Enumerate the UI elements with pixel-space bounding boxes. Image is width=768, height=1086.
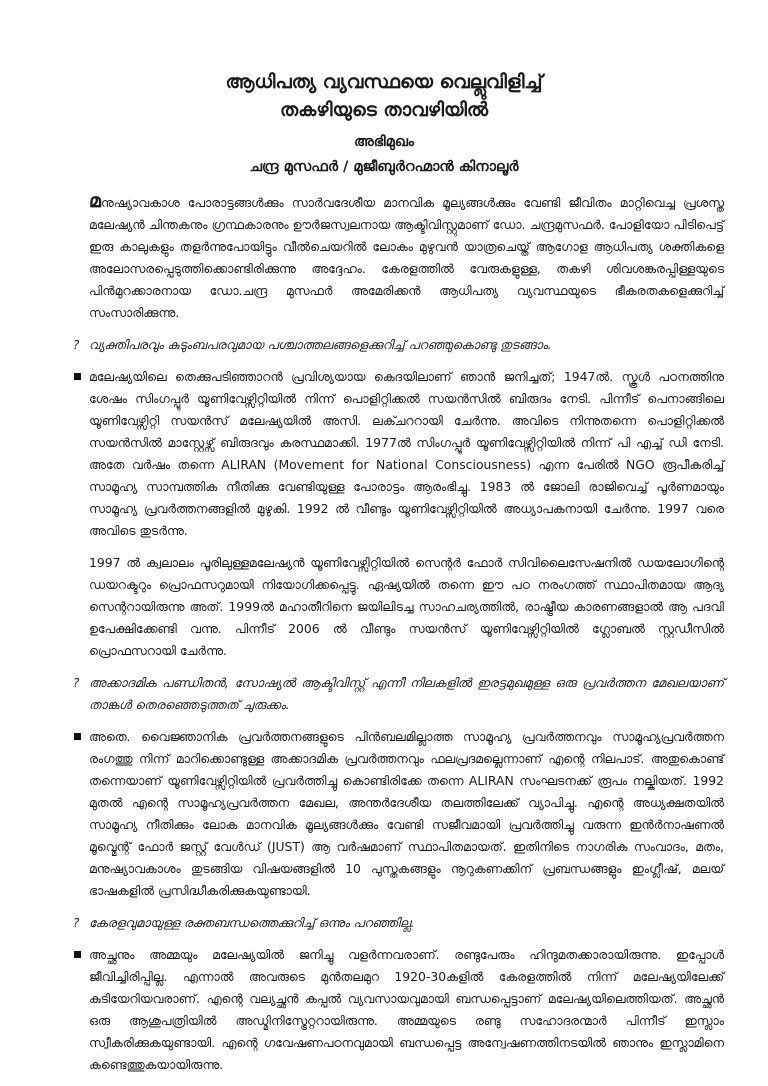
- answer-3: [74, 944, 724, 1076]
- answer-text: അച്ഛനും അമ്മയും മലേഷ്യയിൽ ജനിച്ചു വളർന്നവരാണ്. രണ്ടുപേരും ഹിന്ദുമതക്കാരായിരുന്നു. ഇപ്പോൾ ജീവിച്ചിരിപ്പില്ല. എന്നാൽ അവരുടെ മുൻതലമുറ 1920-30കളിൽ കേരളത്തിൽ നിന്ന് മലേഷ്യയിലേക്ക് കുടിയേറിയവരാണ്. എന്റെ വല്യച്ഛൻ കപ്പൽ വ്യവസായവുമായി ബന്ധപ്പെട്ടാണ് മലേഷ്യയിലെത്തിയത്. അച്ഛൻ ഒരു ആശുപത്രിയിൽ അഡ്മിനിസ്ട്രേറ്ററായിരുന്നു. അമ്മയുടെ രണ്ടു സഹോദരന്മാർ പിന്നീട് ഇസ്ലാം സ്വീകരിക്കുകയുണ്ടായി. എന്റെ ഗവേഷണപഠനവുമായി ബന്ധപ്പെട്ട അന്വേഷണത്തിനടയിൽ ഞാനും ഇസ്ലാമിനെ കണ്ടെത്തുകയായിരുന്നു.: [89, 947, 724, 1072]
- answer-1: [74, 366, 724, 542]
- article-authors: ചന്ദ്ര മുസഫർ / മുജീബുർറഹ്മാൻ കിനാലൂർ: [249, 159, 519, 175]
- title-line-2: തകഴിയുടെ താവഴിയിൽ: [279, 99, 488, 121]
- question-3: [74, 912, 724, 934]
- intro-paragraph: [89, 190, 724, 324]
- question-text: വ്യക്തിപരവും കുടുംബപരവുമായ പശ്ചാത്തലങ്ങളെക്കുറിച്ച് പറഞ്ഞുകൊണ്ടു തുടങ്ങാം.: [89, 337, 552, 352]
- answer-1-continuation: 1997 ൽ ക്വലാലം പൂരിലുള്ളമലേഷ്യൻ യൂണിവേഴ്സിറ്റിയിൽ സെന്റർ ഫോർ സിവിലൈസേഷനിൽ ഡയലോഗിന്റെ ഡയറക്ടറും പ്രൊഫസറുമായി നിയോഗിക്കപ്പെട്ടു. ഏഷ്യയിൽ തന്നെ ഈ പഠ നരംഗത്ത് സ്ഥാപിതമായ ആദ്യ സെന്ററായിരുന്നു അത്. 1999ൽ മഹാതീറിനെ ജയിലിടച്ച സാഹചര്യത്തിൽ, രാഷ്ട്രീയ കാരണങ്ങളാൽ ആ പദവി ഉപേക്ഷിക്കേണ്ടി വന്നു. പിന്നീട് 2006 ൽ വീണ്ടും സയൻസ് യൂണിവേഴ്സിറ്റിയിൽ ഗ്ലോബൽ സ്റ്റഡീസിൽ പ്രൊഫസറായി ചേർന്നു.: [89, 555, 724, 658]
- question-1: [74, 334, 724, 356]
- question-marker: ?: [73, 916, 80, 930]
- answer-bullet-icon: [74, 733, 81, 740]
- question-text: അക്കാദമിക പണ്ഡിതൻ, സോഷ്യൽ ആക്ടിവിസ്റ്റ് എന്നീ നിലകളിൽ ഇരട്ടമുഖമുള്ള ഒരു പ്രവർത്തന മേഖലയാണ് താങ്കൾ തെരഞ്ഞെടുത്തത് ചുരുക്കം.: [89, 675, 724, 712]
- article-body: [74, 190, 724, 1086]
- article-title: [0, 68, 768, 124]
- answer-bullet-icon: [74, 373, 81, 380]
- question-marker: ?: [73, 338, 80, 352]
- answer-bullet-icon: [74, 951, 81, 958]
- question-text: കേരളവുമായുള്ള രക്തബന്ധത്തെക്കുറിച്ച് ഒന്നും പറഞ്ഞില്ല.: [89, 915, 415, 930]
- intro-text: നുഷ്യാവകാശ പോരാട്ടങ്ങൾക്കും സാർവദേശീയ മാനവിക മൂല്യങ്ങൾക്കും വേണ്ടി ജീവിതം മാറ്റിവെച്ച പ്രശസ്ത മലേഷ്യൻ ചിന്തകനും ഗ്രന്ഥകാരനും ഊർജസ്വലനായ ആക്ടിവിസ്റ്റുമാണ് ഡോ. ചന്ദ്രമുസഫർ. പോളിയോ പിടിപെട്ട് ഇരു കാലുകളും തളർന്നുപോയിട്ടും വീൽചെയറിൽ ലോകം മുഴുവൻ യാത്രചെയ്ത് ആഗോള ആധിപത്യ ശക്തികളെ അലോസരപ്പെടുത്തിക്കൊണ്ടിരിക്കുന്നു അദ്ദേഹം. കേരളത്തിൽ വേരുകളുള്ള, തകഴി ശിവശങ്കരപ്പിള്ളയുടെ പിൻമുറക്കാരനായ ഡോ.ചന്ദ്ര മുസഫർ അമേരിക്കൻ ആധിപത്യ വ്യവസ്ഥയുടെ ഭീകരതകളെക്കുറിച്ച് സംസാരിക്കുന്നു.: [89, 195, 724, 320]
- answer-2: [74, 726, 724, 902]
- answer-text: അതെ. വൈജ്ഞാനിക പ്രവർത്തനങ്ങളുടെ പിൻബലമില്ലാത്ത സാമൂഹ്യ പ്രവർത്തനവും സാമൂഹ്യപ്രവർത്തന രംഗത്തു നിന്ന് മാറിക്കൊണ്ടുള്ള അക്കാദമിക പ്രവർത്തനവും ഫലപ്രദമല്ലെന്നാണ് എന്റെ നിലപാട്. അതുകൊണ്ട് തന്നെയാണ് യൂണിവേഴ്സിറ്റിയിൽ പ്രവർത്തിച്ചു കൊണ്ടിരിക്കേ തന്നെ ALIRAN സംഘടനക്ക് രൂപം നല്കിയത്. 1992 മുതൽ എന്റെ സാമൂഹ്യപ്രവർത്തന മേഖല, അന്തർദേശീയ തലത്തിലേക്ക് വ്യാപിച്ചു. എന്റെ അധ്യക്ഷതയിൽ സാമൂഹ്യ നീതിക്കും ലോക മാനവിക മൂല്യങ്ങൾക്കും വേണ്ടി സജീവമായി പ്രവർത്തിച്ചു വരുന്ന ഇൻർനാഷണൽ മൂവ്മെന്റ് ഫോർ ജസ്റ്റ് വേൾഡ് (JUST) ആ വർഷമാണ് സ്ഥാപിതമായത്. ഇതിനിടെ നാഗരിക സംവാദം, മതം, മനുഷ്യാവകാശം തുടങ്ങിയ വിഷയങ്ങളിൽ 10 പുസ്തകങ്ങളും നൂറുകണക്കിന് പ്രബന്ധങ്ങളും ഇംഗ്ലീഷ്, മലയ് ഭാഷകളിൽ പ്രസിദ്ധീകരിക്കുകയുണ്ടായി.: [89, 729, 724, 898]
- answer-text: മലേഷ്യയിലെ തെക്കുപടിഞ്ഞാറൻ പ്രവിശ്യയായ കെദയിലാണ് ഞാൻ ജനിച്ചത്; 1947ൽ. സ്കൂൾ പഠനത്തിനു ശേഷം സിംഗപ്പൂർ യൂണിവേഴ്സിറ്റിയിൽ നിന്ന് പൊളിറ്റിക്കൽ സയൻസിൽ ബിരുദം നേടി. പിന്നീട് പെനാങ്ങിലെ യൂണിവേഴ്സിറ്റി സയൻസ് മലേഷ്യയിൽ അസി. ലക്ചററായി ചേർന്നു. അവിടെ നിന്നുതന്നെ പൊളിറ്റിക്കൽ സയൻസിൽ മാസ്റ്റേഴ്സ് ബിരുദവും കരസ്ഥമാക്കി. 1977ൽ സിംഗപ്പൂർ യൂണിവേഴ്സിറ്റിയിൽ നിന്ന് പി എച്ച് ഡി നേടി. അതേ വർഷം തന്നെ ALIRAN (Movement for National Consciousness) എന്ന പേരിൽ NGO രൂപീകരിച്ച് സാമൂഹ്യ സാമ്പത്തിക നീതിക്കു വേണ്ടിയുള്ള പോരാട്ടം ആരംഭിച്ചു. 1983 ൽ ജോലി രാജിവെച്ച് പൂർണമായും സാമൂഹ്യ പ്രവർത്തനങ്ങളിൽ മുഴുകി. 1992 ൽ വീണ്ടും യൂണിവേഴ്സിറ്റിയിൽ അധ്യാപകനായി ചേർന്നു. 1997 വരെ അവിടെ തുടർന്നു.: [89, 369, 724, 538]
- question-2: [74, 672, 724, 716]
- question-marker: ?: [73, 676, 80, 690]
- article-subtitle: [0, 130, 768, 180]
- title-line-1: ആധിപത്യ വ്യവസ്ഥയെ വെല്ലുവിളിച്ച്: [225, 71, 543, 93]
- intro-dropcap: മ: [89, 190, 101, 212]
- article-kind: അഭിമുഖം: [353, 134, 414, 150]
